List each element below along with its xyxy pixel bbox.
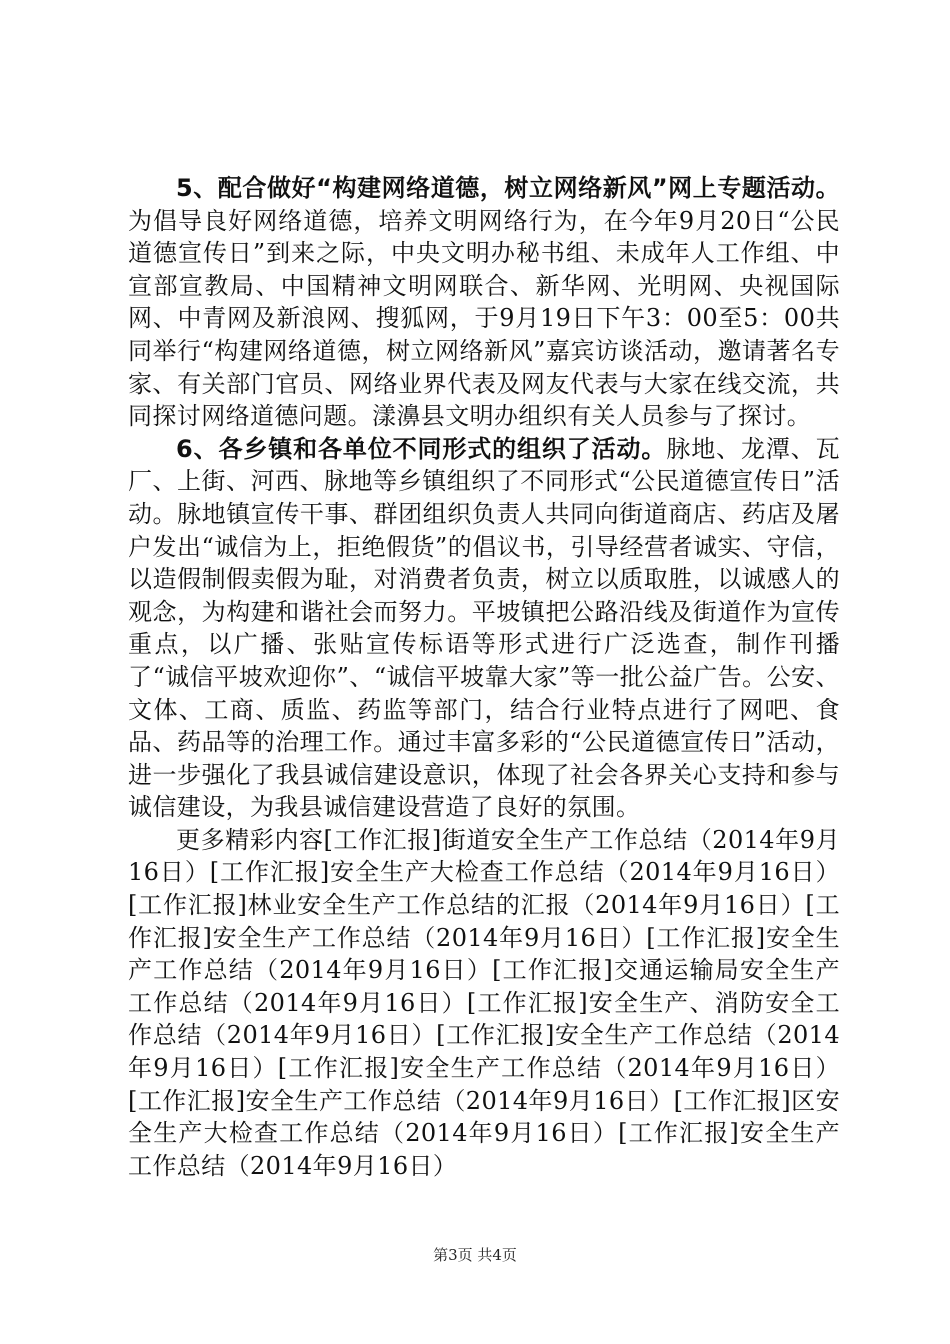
- section-6-paragraph: [128, 433, 840, 824]
- section-5-heading: 5、配合做好“构建网络道德，树立网络新风”网上专题活动。: [176, 174, 840, 202]
- section-5-paragraph: [128, 172, 840, 433]
- page-footer: 第3页 共4页: [433, 1246, 517, 1264]
- section-6-heading: 6、各乡镇和各单位不同形式的组织了活动。: [176, 434, 667, 463]
- more-content-links: 更多精彩内容[工作汇报]街道安全生产工作总结（2014年9月16日）[工作汇报]安全生产大检查工作总结（2014年9月16日）[工作汇报]林业安全生产工作总结的汇报（2014年9月16日）[工作汇报]安全生产工作总结（2014年9月16日）[工作汇报]安全生产工作总结（2014年9月16日）[工作汇报]交通运输局安全生产工作总结（2014年9月16日）[工作汇报]安全生产、消防安全工作总结（2014年9月16日）[工作汇报]安全生产工作总结（2014年9月16日）[工作汇报]安全生产工作总结（2014年9月16日）[工作汇报]安全生产工作总结（2014年9月16日）[工作汇报]区安全生产大检查工作总结（2014年9月16日）[工作汇报]安全生产工作总结（2014年9月16日）: [128, 825, 840, 1180]
- section-6-body: 脉地、龙潭、瓦厂、上街、河西、脉地等乡镇组织了不同形式“公民道德宣传日”活动。脉地镇宣传干事、群团组织负责人共同向街道商店、药店及屠户发出“诚信为上，拒绝假货”的倡议书，引导经营者诚实、守信，以造假制假卖假为耻，对消费者负责，树立以质取胜，以诚感人的观念，为构建和谐社会而努力。平坡镇把公路沿线及街道作为宣传重点，以广播、张贴宣传标语等形式进行广泛选查，制作刊播了“诚信平坡欢迎你”、“诚信平坡靠大家”等一批公益广告。公安、文体、工商、质监、药监等部门，结合行业特点进行了网吧、食品、药品等的治理工作。通过丰富多彩的“公民道德宣传日”活动，进一步强化了我县诚信建设意识，体现了社会各界关心支持和参与诚信建设，为我县诚信建设营造了良好的氛围。: [128, 434, 840, 822]
- section-5-body: 为倡导良好网络道德，培养文明网络行为，在今年9月20日“公民道德宣传日”到来之际，中央文明办秘书组、未成年人工作组、中宣部宣教局、中国精神文明网联合、新华网、光明网、央视国际网、中青网及新浪网、搜狐网，于9月19日下午3：00至5：00共同举行“构建网络道德，树立网络新风”嘉宾访谈活动，邀请著名专家、有关部门官员、网络业界代表及网友代表与大家在线交流，共同探讨网络道德问题。漾濞县文明办组织有关人员参与了探讨。: [128, 206, 840, 431]
- document-body: [128, 172, 840, 1182]
